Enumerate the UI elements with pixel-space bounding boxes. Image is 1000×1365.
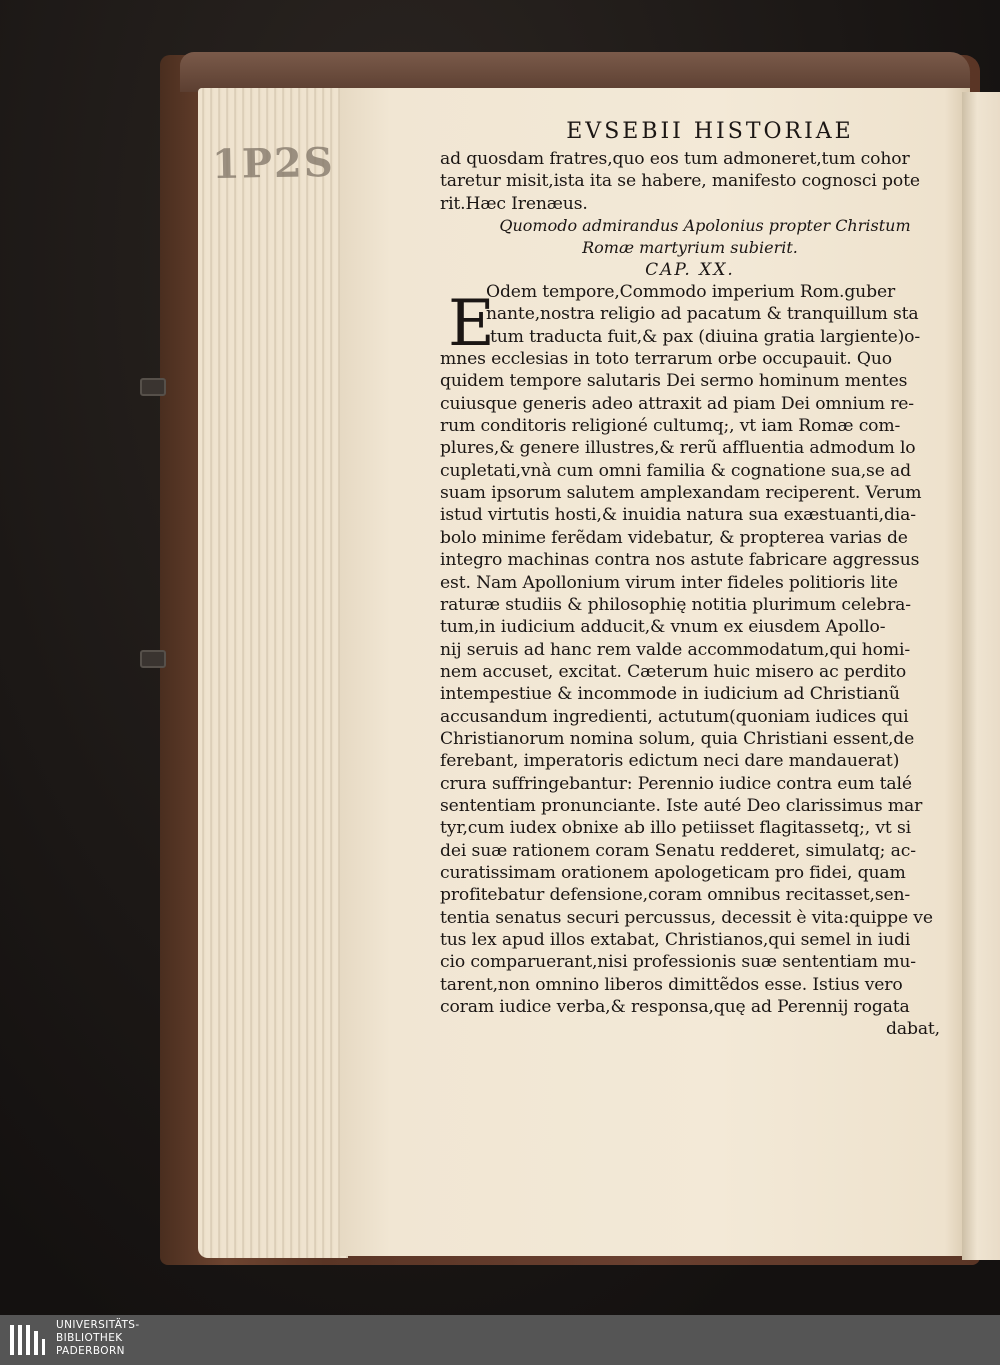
page-text — [440, 118, 940, 1041]
chapter-heading-line: Romæ martyrium subierit. — [582, 238, 798, 258]
text-line: raturæ studiis & philosophię notitia plurimum celebra- — [440, 594, 911, 615]
clasp-icon — [140, 650, 166, 668]
text-line: quidem tempore salutaris Dei sermo hominum mentes — [440, 371, 908, 392]
text-line: tarent,non omnino liberos dimittẽdos esse. Istius vero — [440, 974, 903, 995]
catchword: dabat, — [886, 1019, 940, 1040]
text-line: integro machinas contra nos astute fabricare aggressus — [440, 550, 920, 571]
text-line: nem accuset, excitat. Cæterum huic misero ac perdito — [440, 661, 907, 682]
text-line: accusandum ingredienti, actutum(quoniam iudices qui — [440, 706, 909, 727]
book-cover-top-edge — [180, 52, 970, 92]
text-line: tum traducta fuit,& pax (diuina gratia largiente)o- — [490, 326, 921, 347]
text-line: tum,in iudicium adducit,& vnum ex eiusdem Apollo- — [440, 617, 886, 638]
library-name — [56, 1319, 140, 1358]
text-line: nij seruis ad hanc rem valde accommodatum,qui homi- — [440, 639, 911, 660]
facing-page-edge — [962, 92, 1000, 1260]
text-line: istud virtutis hosti,& inuidia natura sua exæstuanti,dia- — [440, 505, 916, 526]
text-line: suam ipsorum salutem amplexandam reciperent. Verum — [440, 483, 922, 504]
page-block-edges — [198, 88, 348, 1258]
text-line: curatissimam orationem apologeticam pro fidei, quam — [440, 862, 906, 883]
text-line: est. Nam Apollonium virum inter fideles politioris lite — [440, 572, 898, 593]
drop-cap-initial: E — [448, 287, 495, 361]
text-line: ad quosdam fratres,quo eos tum admoneret,tum cohor — [440, 149, 910, 169]
text-line: Odem tempore,Commodo imperium Rom.guber — [486, 282, 896, 303]
text-line: tentia senatus securi percussus, decessit è vita:quippe ve — [440, 907, 933, 928]
text-line: tus lex apud illos extabat, Christianos,qui semel in iudi — [440, 930, 911, 950]
text-line: coram iudice verba,& responsa,quę ad Perennij rogata — [440, 997, 910, 1018]
text-line: mnes ecclesias in toto terrarum orbe occupauit. Quo — [440, 349, 892, 370]
text-line: sententiam pronunciante. Iste auté Deo clarissimus mar — [440, 795, 923, 816]
text-line: rum conditoris religioné cultumq;, vt iam Romæ com- — [440, 416, 901, 437]
library-logo-icon — [8, 1321, 46, 1359]
text-line: cio comparuerant,nisi professionis suæ sententiam mu- — [440, 952, 916, 973]
chapter-number: CAP. XX. — [645, 260, 735, 281]
library-name-line: PADERBORN — [56, 1345, 125, 1357]
running-head: EVSEBII HISTORIAE — [566, 119, 854, 144]
text-line: ferebant, imperatoris edictum neci dare mandauerat) — [440, 751, 900, 772]
text-line: taretur misit,ista ita se habere, manifesto cognosci pote — [440, 171, 920, 192]
library-footer-bar — [0, 1315, 1000, 1365]
library-name-line: BIBLIOTHEK — [56, 1332, 123, 1344]
clasp-icon — [140, 378, 166, 396]
text-line: cupletati,vnà cum omni familia & cognatione sua,se ad — [440, 460, 911, 481]
text-line: intempestiue & incommode in iudicium ad Christianũ — [440, 684, 900, 705]
text-line: bolo minime ferẽdam videbatur, & propterea varias de — [440, 527, 908, 548]
text-line: rit.Hæc Irenæus. — [440, 193, 588, 214]
text-line: crura suffringebantur: Perennio iudice contra eum talé — [440, 773, 912, 794]
text-line: plures,& genere illustres,& rerũ affluentia admodum lo — [440, 438, 916, 459]
page-edge-stamp: 1P2S — [211, 138, 336, 189]
chapter-heading-line: Quomodo admirandus Apolonius propter Christum — [499, 216, 911, 236]
library-name-line: UNIVERSITÄTS- — [56, 1319, 140, 1331]
text-line: dei suæ rationem coram Senatu redderet, simulatq; ac- — [440, 840, 916, 861]
text-line: profitebatur defensione,coram omnibus recitasset,sen- — [440, 885, 911, 906]
text-line: nante,nostra religio ad pacatum & tranquillum sta — [486, 304, 919, 325]
text-line: cuiusque generis adeo attraxit ad piam Dei omnium re- — [440, 393, 914, 414]
text-line: Christianorum nomina solum, quia Christiani essent,de — [440, 728, 915, 749]
text-line: tyr,cum iudex obnixe ab illo petiisset flagitassetq;, vt si — [440, 818, 912, 839]
